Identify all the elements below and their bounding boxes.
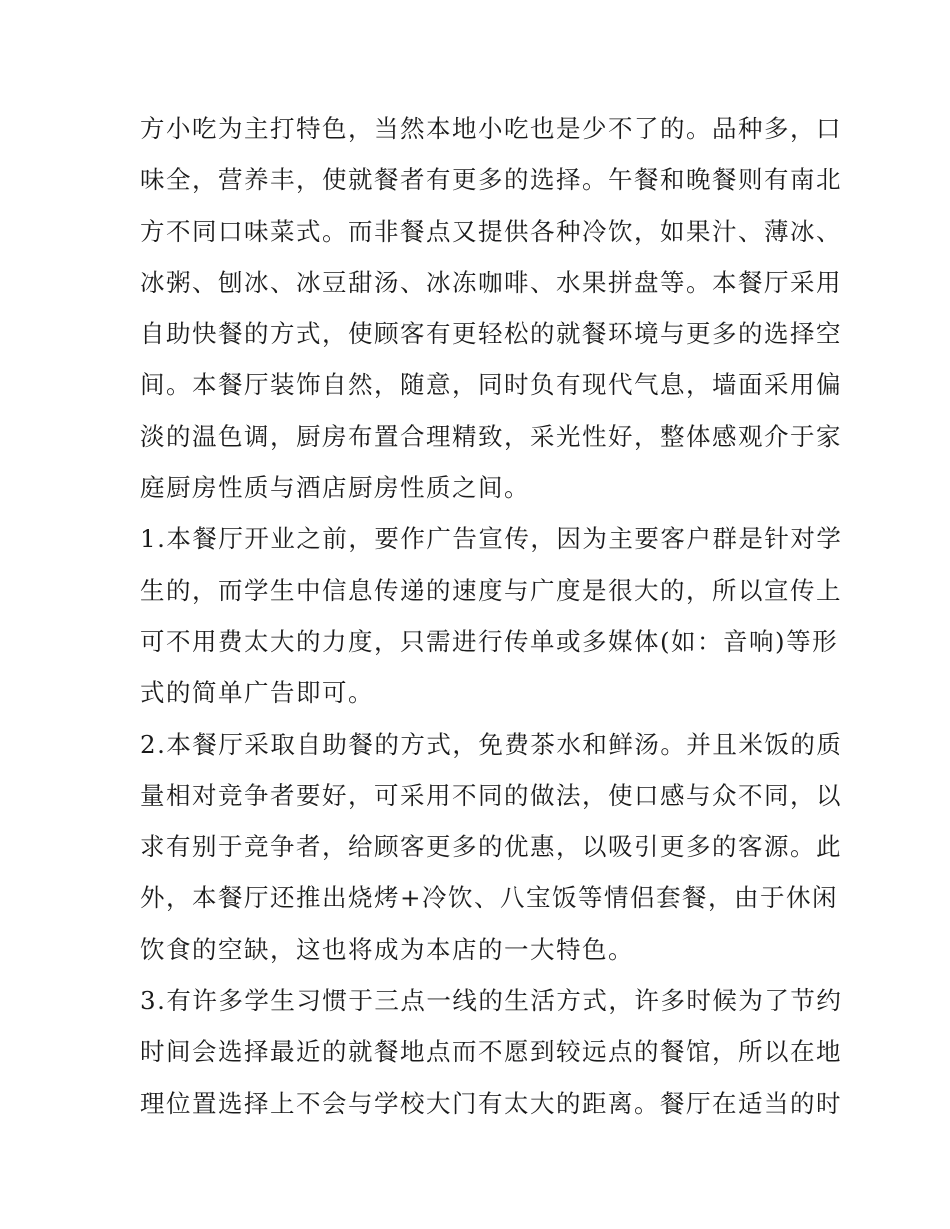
text-line: 味全，营养丰，使就餐者有更多的选择。午餐和晚餐则有南北 (140, 165, 842, 195)
paragraph-item-2 (140, 719, 843, 975)
text-line: 自助快餐的方式，使顾客有更轻松的就餐环境与更多的选择空 (140, 319, 842, 349)
paragraph-item-3 (140, 975, 843, 1129)
text-line: 方小吃为主打特色，当然本地小吃也是少不了的。品种多，口 (140, 114, 842, 143)
text-line: 1.本餐厅开业之前，要作广告宣传，因为主要客户群是针对学 (140, 524, 843, 554)
text-line: 2.本餐厅采取自助餐的方式，免费茶水和鲜汤。并且米饭的质 (140, 729, 843, 759)
paragraph-intro (140, 103, 842, 513)
text-line: 生的，而学生中信息传递的速度与广度是很大的，所以宣传上 (140, 575, 842, 605)
text-line: 淡的温色调，厨房布置合理精致，采光性好，整体感观介于家 (140, 421, 842, 451)
text-line: 冰粥、刨冰、冰豆甜汤、冰冻咖啡、水果拼盘等。本餐厅采用 (140, 267, 842, 297)
text-line: 间。本餐厅装饰自然，随意，同时负有现代气息，墙面采用偏 (140, 370, 842, 400)
text-line: 庭厨房性质与酒店厨房性质之间。 (140, 473, 530, 503)
document-body (140, 103, 843, 1129)
text-line: 饮食的空缺，这也将成为本店的一大特色。 (140, 934, 634, 964)
text-line: 方不同口味菜式。而非餐点又提供各种冷饮，如果汁、薄冰、 (140, 216, 842, 246)
text-line: 式的简单广告即可。 (140, 678, 374, 708)
text-line: 理位置选择上不会与学校大门有太大的距离。餐厅在适当的时 (140, 1088, 842, 1118)
paragraph-item-1 (140, 513, 843, 718)
text-line: 3.有许多学生习惯于三点一线的生活方式，许多时候为了节约 (140, 986, 843, 1016)
text-line: 时间会选择最近的就餐地点而不愿到较远点的餐馆，所以在地 (140, 1037, 842, 1067)
text-line: 求有别于竞争者，给顾客更多的优惠，以吸引更多的客源。此 (140, 832, 842, 862)
text-line: 量相对竞争者要好，可采用不同的做法，使口感与众不同，以 (140, 780, 842, 810)
text-line: 可不用费太大的力度，只需进行传单或多媒体(如：音响)等形 (140, 626, 839, 656)
text-line: 外，本餐厅还推出烧烤+冷饮、八宝饭等情侣套餐，由于休闲 (140, 883, 839, 913)
